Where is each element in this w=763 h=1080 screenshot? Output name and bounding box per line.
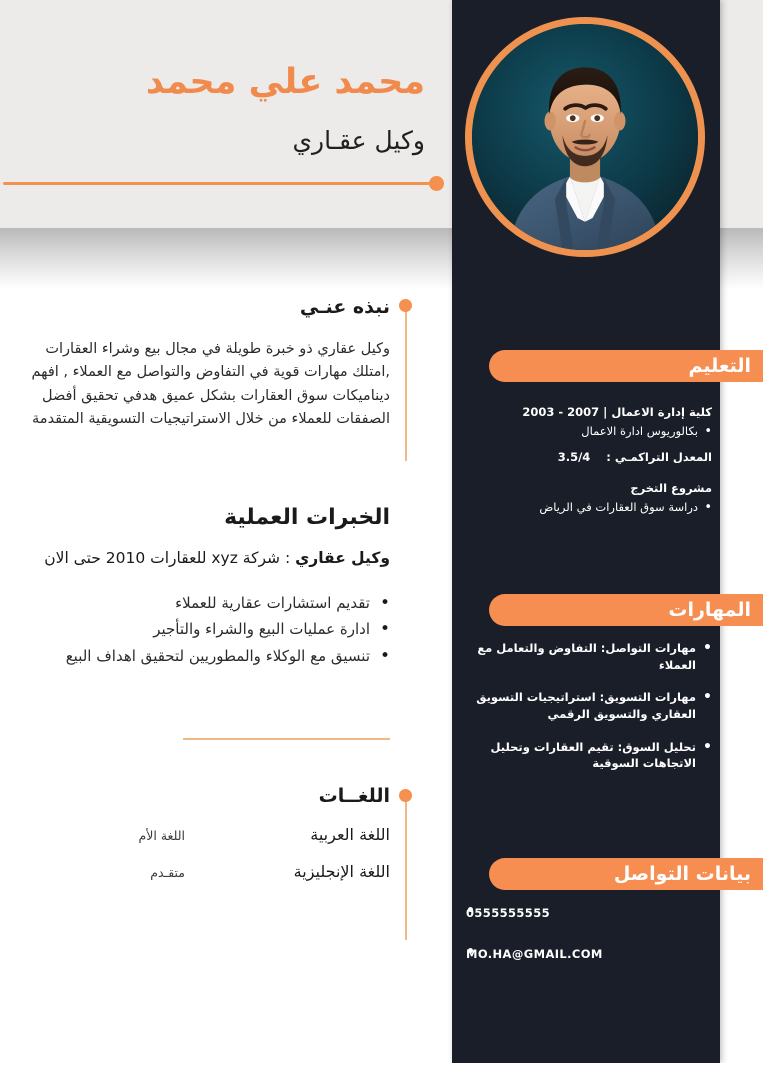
language-level: متقـدم — [150, 865, 185, 880]
sidebar-panel — [452, 0, 751, 1063]
list-item: • تقديم استشارات عقارية للعملاء — [16, 592, 390, 615]
education-degree-list — [466, 423, 712, 443]
education-gpa — [466, 450, 712, 464]
experience-heading: الخبرات العملية — [224, 505, 390, 530]
list-item: • مهارات التسويق: استراتيجيات التسويق العقاري والتسويق الرقمي — [466, 689, 712, 722]
list-item: • تحليل السوق: تقيم العقارات وتحليل الاتجاهات السوقية — [466, 739, 712, 772]
list-item: • دراسة سوق العقارات في الرياض — [466, 499, 712, 516]
education-heading: التعليم — [688, 354, 751, 377]
contact-email[interactable]: • MO.HA@GMAIL.COM — [466, 946, 712, 962]
languages-list — [0, 825, 390, 899]
list-item: • ادارة عمليات البيع والشراء والتأجير — [16, 618, 390, 641]
contact-content — [466, 905, 712, 987]
education-project-label: مشروع التخرج — [630, 480, 712, 495]
avatar — [465, 17, 705, 257]
timeline-dot-about-icon — [399, 299, 412, 312]
about-text: وكيل عقاري ذو خبرة طويلة في مجال بيع وشراء العقارات ,امتلك مهارات قوية في التفاوض والتواصل مع العملاء , افهم ديناميكات سوق العقارات بشكل عميق هدفي تحقيق أفضل الصفقات للعملاء من خلال الاستراتيجيات التسويقية المتقدمة — [31, 341, 390, 428]
page-bottom-margin — [0, 1063, 763, 1080]
page-title: محمد علي محمد — [145, 62, 425, 102]
contact-list — [466, 905, 712, 962]
language-name: اللغة العربية — [310, 825, 390, 844]
timeline-line-about — [405, 305, 407, 461]
header-rule — [3, 182, 435, 185]
list-item: • تنسيق مع الوكلاء والمطوريين لتحقيق اهداف البيع — [16, 645, 390, 668]
portrait-photo-icon — [472, 24, 698, 250]
section-pill-contact — [489, 858, 763, 890]
skills-heading: المهارات — [668, 598, 751, 621]
experience-role-title: وكيل عقاري — [295, 549, 390, 567]
languages-heading: اللغــات — [318, 785, 390, 807]
header-content — [0, 0, 455, 228]
timeline-dot-languages-icon — [399, 789, 412, 802]
experience-bullet-list — [16, 592, 390, 671]
list-item — [0, 825, 390, 844]
education-content — [466, 404, 712, 543]
experience-role-detail: : شركة xyz للعقارات 2010 حتى الان — [44, 549, 296, 567]
education-project-list — [466, 499, 712, 531]
job-title: وكيل عقـاري — [292, 126, 425, 155]
list-item: • مهارات التواصل: التفاوض والتعامل مع العملاء — [466, 640, 712, 673]
list-item: • بكالوريوس ادارة الاعمال — [466, 423, 712, 440]
section-pill-education — [489, 350, 763, 382]
contact-phone[interactable]: • 0555555555 — [466, 905, 712, 921]
skills-content — [466, 640, 712, 788]
section-divider — [183, 738, 390, 740]
section-pill-skills — [489, 594, 763, 626]
gpa-value: 3.5/4 — [557, 449, 591, 464]
language-level: اللغة الأم — [138, 828, 185, 843]
education-school-line: كلية إدارة الاعمال | 2007 - 2003 — [522, 405, 712, 419]
list-item — [0, 862, 390, 881]
header-rule-dot-icon — [429, 176, 444, 191]
contact-heading: بيانات التواصل — [613, 862, 751, 885]
skills-list — [466, 640, 712, 772]
language-name: اللغة الإنجليزية — [293, 862, 390, 881]
gpa-label: المعدل التراكمـي : — [606, 449, 712, 464]
timeline-line-languages — [405, 795, 407, 940]
experience-role — [16, 548, 390, 570]
about-heading: نبذه عنـي — [299, 296, 390, 318]
